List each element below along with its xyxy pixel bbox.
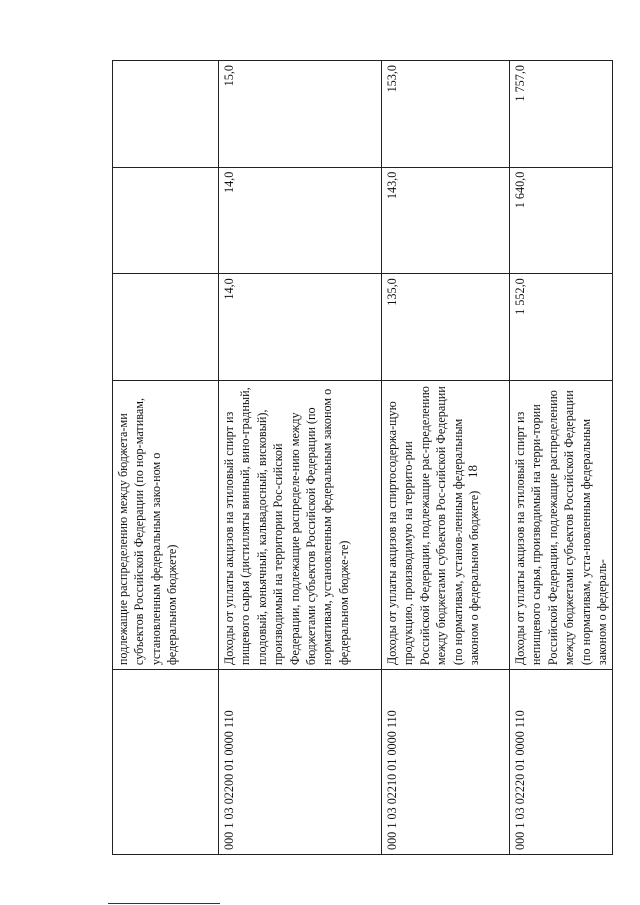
budget-table-rotated xyxy=(112,60,610,855)
revenue-description-cell: Доходы от уплаты акцизов на спиртосодержа-щую продукцию, производимую на террито-рии Российской Федерации, подлежащие рас-пределению между бюджетами субъектов Рос-сийской Федерации (по нормативам, установ-ленным федеральным законом о федеральном бюджете) xyxy=(382,380,510,669)
revenue-code-cell: 000 1 03 02200 01 0000 110 xyxy=(219,670,382,855)
revenue-description-cell: подлежащие распределению между бюджета-ми субъектов Российской Федерации (по нор-мативам, установленным федеральным зако-ном о федеральном бюджете) xyxy=(113,380,219,669)
value-cell-year-3: 15,0 xyxy=(219,61,382,168)
page-number: 18 xyxy=(465,465,480,478)
value-cell-year-2: 1 640,0 xyxy=(510,167,613,274)
value-cell-year-1: 135,0 xyxy=(382,274,510,381)
value-cell-year-1: 14,0 xyxy=(219,274,382,381)
value-cell-year-1 xyxy=(113,274,219,381)
revenue-description-cell: Доходы от уплаты акцизов на этиловый спирт из непищевого сырья, производимый на терри-тории Российской Федерации, подлежащие распределению между бюджетами субъектов Российской Федерации (по нормативам, уста-новленным федеральным законом о федераль- xyxy=(510,380,613,669)
revenue-code-cell: 000 1 03 02210 01 0000 110 xyxy=(382,670,510,855)
value-cell-year-2 xyxy=(113,167,219,274)
budget-revenue-table xyxy=(112,60,613,855)
table-row xyxy=(113,61,219,855)
table-row xyxy=(510,61,613,855)
value-cell-year-3 xyxy=(113,61,219,168)
value-cell-year-2: 14,0 xyxy=(219,167,382,274)
revenue-description-cell: Доходы от уплаты акцизов на этиловый спирт из пищевого сырья (дистилляты винный, вино-градный, плодовый, коньячный, кальвадосный, висковый), производимый на территории Рос-сийской Федерации, подлежащие распределе-нию между бюджетами субъектов Российской Федерации (по нормативам, установленным федеральным законом о федеральном бюдже-те) xyxy=(219,380,382,669)
table-row xyxy=(219,61,382,855)
footer-rule xyxy=(108,903,220,904)
value-cell-year-1: 1 552,0 xyxy=(510,274,613,381)
table-row xyxy=(382,61,510,855)
value-cell-year-3: 153,0 xyxy=(382,61,510,168)
revenue-code-cell: 000 1 03 02220 01 0000 110 xyxy=(510,670,613,855)
value-cell-year-2: 143,0 xyxy=(382,167,510,274)
revenue-code-cell xyxy=(113,670,219,855)
value-cell-year-3: 1 757,0 xyxy=(510,61,613,168)
